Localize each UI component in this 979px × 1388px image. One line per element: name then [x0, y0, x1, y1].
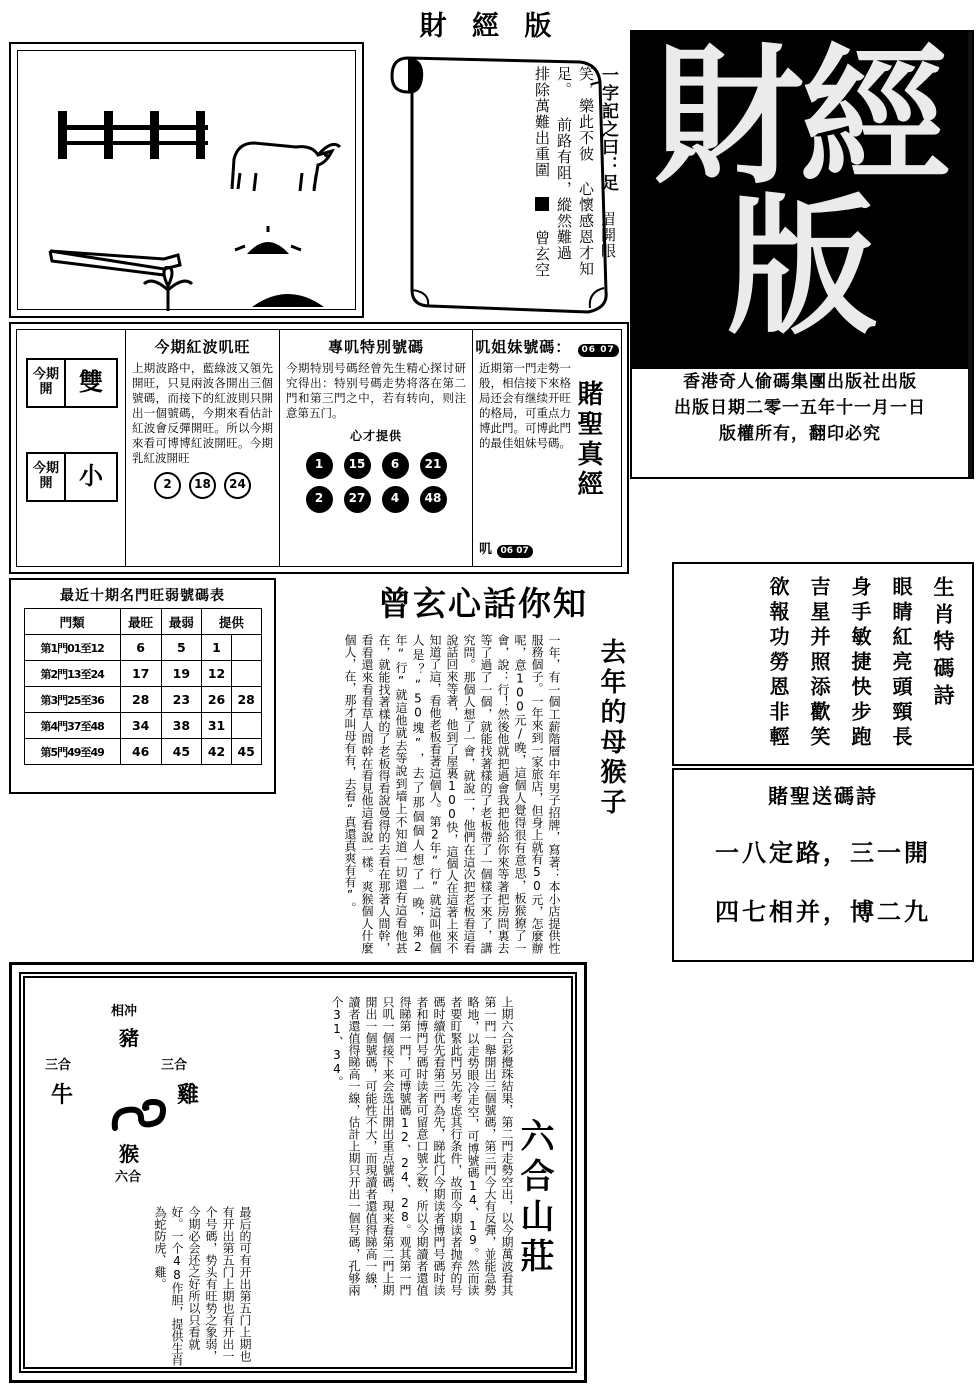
poem-heading: 生肖特碼詩 [931, 576, 956, 711]
cell-pick-2 [231, 713, 261, 739]
imprint-line-2: 出版日期二零一五年十一月一日 [674, 398, 926, 418]
cell-most: 28 [120, 687, 161, 713]
scroll-line-2: 心懷感恩才知足。 [555, 66, 595, 277]
sister-number-title [473, 330, 621, 357]
zodiac-poem-panel [672, 562, 974, 766]
cell-least: 19 [161, 661, 202, 687]
key-result-1-label: 今期開 [28, 360, 66, 406]
table-row [24, 739, 261, 765]
villa-frame [19, 972, 577, 1373]
zodiac-bottom-label: 六合 [115, 1170, 142, 1185]
gift-line-1: 一八定路，三一開 [715, 838, 931, 867]
ball: 18 [189, 472, 216, 499]
cell-pick-1: 31 [202, 713, 232, 739]
seal-icon [535, 197, 549, 211]
cell-least: 5 [161, 635, 202, 661]
forecast-panel [9, 322, 629, 574]
villa-panel [9, 962, 587, 1383]
article-title: 去年的母猴子 [596, 638, 626, 818]
villa-title: 六合山莊 [514, 1118, 554, 1278]
cell-pick-1: 26 [202, 687, 232, 713]
gift-title: 賭聖送碼詩 [768, 784, 878, 808]
illustration-panel [9, 42, 364, 318]
col-header: 最弱 [161, 609, 202, 635]
row-label: 第3門25至36 [24, 687, 120, 713]
red-wave-balls [126, 472, 279, 499]
zodiac-left: 牛 [51, 1082, 74, 1108]
row-label: 第2門13至24 [24, 661, 120, 687]
villa-body-secondary: 最后的可有开出第五门上期也有开出第五门上期也有开出一个号碼，势头有旺势之象弱，今期必会还之好所以只看就好。一个48作胆，提供生肖為蛇防虎、雞。 [153, 1206, 252, 1366]
zodiac-top: 豬 [119, 1026, 139, 1050]
ball: 6 [382, 452, 409, 479]
masthead-title: 財經版 [653, 30, 946, 355]
hill-icon [248, 283, 328, 309]
gate-table-title: 最近十期名門旺弱號碼表 [60, 588, 225, 604]
table-row [24, 661, 261, 687]
col-header: 門類 [24, 609, 120, 635]
cell-pick-1: 1 [202, 635, 232, 661]
cell-most: 17 [120, 661, 161, 687]
cell-pick-1: 12 [202, 661, 232, 687]
cell-pick-1: 42 [202, 739, 232, 765]
sunrise-icon [233, 226, 303, 256]
sister-number-tail-code: 06 07 [497, 545, 533, 558]
article-body: 一年，有一個工薪階層中年男子招牌，寫著：本小店提供性服務個子。一年來到一家旅店，但身上就有50元，怎麼辦呢，意100元/晚，這個人覺得很有意思，板猴獠了一會，說：行！然後他就把過會我把他給你來等著把房問裏去等了過了一個，就能找著樣的了老板帶了一個樣子來了，講究問。那個人想了一會，就說一，他們在這次把老板看這看說話回來等著，他到了屋裏100快，這個人在這著上來不知道了這，看他老板看著這個人。第2年“行”就這叫他個人是？“50塊”，去了那個個人想了一晚，第2年“行”就這他就去等說到墙上不知道一切還有這看他甚在，就能找著樣的了老板得看說曼得的去看在那著人間幹，看看還來看看草人間幹在看見他這看說一樣。爽猴個人什麼個人，在，那才叫母有有，去看“真還真爽有有”。 [343, 634, 561, 954]
zodiac-left-label: 三合 [45, 1058, 72, 1073]
special-number-balls [280, 452, 472, 513]
red-wave-text: 上期波路中，藍綠波又領先開旺，只見兩波各開出三個號碼，而接下的紅波則只開出一個號碼，今期來看估計紅波會反彈開旺。所以今期來看可博博紅波開旺。今期乳紅波開旺 [132, 361, 273, 465]
snake-icon [111, 1098, 173, 1134]
scroll-line-4: 排除萬難出重圍 [533, 66, 551, 178]
gate-table [24, 608, 262, 765]
sister-number-tail [479, 538, 533, 558]
key-result-1-value: 雙 [79, 368, 103, 396]
scroll-text [531, 66, 619, 281]
special-number-sub: 心才提供 [349, 429, 402, 443]
special-number-column [280, 330, 473, 566]
row-label: 第5門49至49 [24, 739, 120, 765]
scroll-panel [382, 42, 625, 314]
table-row [24, 635, 261, 661]
sister-number-text: 近期第一門走勢一般，相信接下來格局还会有继续开旺的格局，可重点力博此門。可博此門的最佳姐妹号碼。 [479, 361, 571, 450]
gift-line-2: 四七相并，博二九 [715, 897, 931, 926]
cell-most: 6 [120, 635, 161, 661]
key-result-2-label: 今期開 [28, 454, 66, 500]
poem-line-3: 吉星并照添歡笑 [807, 576, 831, 751]
key-result-1 [26, 358, 118, 408]
table-header-row [24, 609, 261, 635]
sister-number-title-text: 叽姐妹號碼： [475, 338, 572, 356]
scroll-signature: 曾玄空 [533, 230, 551, 278]
article-logo: 曾玄心話你知 [378, 584, 588, 623]
key-result-2-value: 小 [79, 462, 103, 490]
special-number-title: 專叽特別號碼 [327, 338, 424, 356]
cell-least: 23 [161, 687, 202, 713]
masthead-panel [630, 30, 974, 479]
seal-text: 賭聖真經 [573, 380, 603, 500]
ball: 27 [344, 486, 371, 513]
fence-icon [58, 111, 208, 161]
scroll-line-3: 前路有阻，縱然難過 [555, 117, 573, 261]
col-header: 最旺 [120, 609, 161, 635]
sister-number-tail-label: 叽 [479, 542, 493, 557]
ball: 21 [420, 452, 447, 479]
ball: 24 [224, 472, 251, 499]
ball: 4 [382, 486, 409, 513]
table-row [24, 687, 261, 713]
imprint-line-3: 版權所有，翻印必究 [719, 424, 881, 444]
cell-pick-2 [231, 661, 261, 687]
dog-icon [214, 129, 344, 209]
special-number-text: 今期特別号碼经曾先生精心探讨研究得出：特别号碼走势将落在第二門和第三門之中，若有转向，则注意第五门。 [286, 361, 466, 420]
imprint-line-1: 香港奇人偷碼集團出版社出版 [683, 372, 917, 392]
ball: 1 [306, 452, 333, 479]
villa-body: 上期六合彩攪珠結果，第二門走勢空出，以今期萬波看其第一門一舉開出三個號碼，第三門今大有反彈，並能急勢略地，以走势眼冷走空，可博號碼14、19。然而读者要盯緊此門另先考虑其行条件，故而今期读者抛弃的号碼时續优先看第三門為先，睇此门今期读者博門号碼时读者和博門号碼时读者可留意口號之数，所以今期讀者還值得睇第一門，可博號碼12、24、28。观其第一門只叽一個接下来会选出開出重点號碼，現来看第二門上期開出一個號碼，可能性不大，而現讀者還值得睇高一線，讀者還值得睇高一線，估計上期只开出一個号碼，孔够兩个31、34。 [330, 996, 514, 1296]
scroll-line-1: 眉開眼笑，樂此不彼 [577, 66, 617, 259]
zodiac-right: 雞 [177, 1082, 200, 1108]
poem-line-1: 眼睛紅亮頭頸長 [889, 576, 913, 751]
page-title: 財 經 版 [419, 11, 560, 42]
cell-most: 34 [120, 713, 161, 739]
gift-code-panel [672, 768, 974, 962]
row-label: 第4門37至48 [24, 713, 120, 739]
ball: 2 [306, 486, 333, 513]
illustration-inner-border [17, 50, 356, 310]
row-label: 第1門01至12 [24, 635, 120, 661]
sister-number-column [473, 330, 621, 566]
ball: 2 [154, 472, 181, 499]
gate-table-panel [9, 578, 276, 794]
forecast-inner [16, 329, 622, 567]
key-results-column [17, 330, 126, 566]
article-panel [272, 578, 632, 958]
cell-least: 45 [161, 739, 202, 765]
key-result-2 [26, 452, 118, 502]
zodiac-poem-inner [678, 568, 968, 760]
cell-pick-2: 28 [231, 687, 261, 713]
poem-line-4: 欲報功勞恩非輕 [766, 576, 790, 751]
zodiac-top-label: 相冲 [111, 1004, 138, 1019]
cell-pick-2 [231, 635, 261, 661]
sister-number-code: 06 07 [578, 344, 619, 357]
masthead-imprint [632, 369, 968, 477]
red-wave-title: 今期紅波叽旺 [154, 338, 251, 356]
cell-most: 46 [120, 739, 161, 765]
col-header: 提供 [202, 609, 261, 635]
ball: 15 [344, 452, 371, 479]
red-wave-column [126, 330, 280, 566]
poem-line-2: 身手敏捷快步跑 [848, 576, 872, 751]
scroll-title: 一字記之曰：足 [598, 66, 618, 192]
table-row [24, 713, 261, 739]
ball: 48 [420, 486, 447, 513]
plant-icon [138, 266, 198, 311]
zodiac-bottom: 猴 [119, 1142, 139, 1166]
cell-least: 38 [161, 713, 202, 739]
zodiac-right-label: 三合 [161, 1058, 188, 1073]
cell-pick-2: 45 [231, 739, 261, 765]
